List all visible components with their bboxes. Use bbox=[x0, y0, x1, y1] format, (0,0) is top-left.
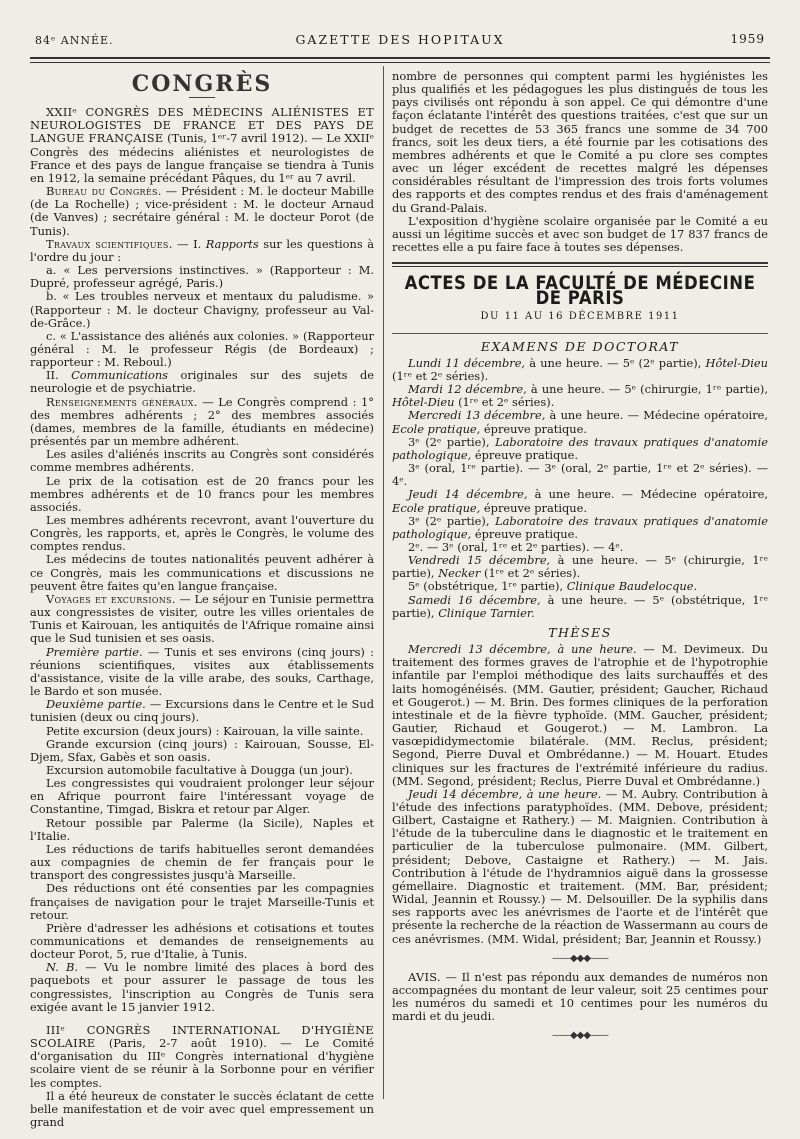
exam-jeudi-anatomie: 3ᵉ (2ᵉ partie), Laboratoire des travaux pratiques d'anatomie pathologique, épreuve pratique. bbox=[392, 513, 768, 541]
paragraph-deuxieme-partie: Deuxième partie. — Excursions dans le Centre et le Sud tunisien (deux ou cinq jours). bbox=[30, 697, 374, 725]
paragraph-cotisation: Le prix de la cotisation est de 20 francs pour les membres adhérents et de 10 francs pour les membres associés. bbox=[30, 473, 374, 514]
paragraph-reductions-fer: Les réductions de tarifs habituelles seront demandées aux compagnies de chemin de fer français pour le transport des congressistes jusqu'à Marseille. bbox=[30, 841, 374, 883]
paragraph-excursion-automobile: Excursion automobile facultative à Dougga (un jour). bbox=[46, 762, 353, 777]
paragraph-reductions-navigation: Des réductions ont été consenties par les compagnies françaises de navigation pour le trajet Marseille-Tunis et retour. bbox=[30, 881, 374, 922]
paragraph-asiles: Les asiles d'aliénés inscrits au Congrès sont considérés comme membres adhérents. bbox=[30, 447, 374, 475]
paragraph-rapport-c: c. « L'assistance des aliénés aux colonies. » (Rapporteur général : M. le professeur Régis (de Bordeaux) ; rapporteur : M. Reboul.) bbox=[30, 328, 374, 370]
paragraph-membres: Les membres adhérents recevront, avant l'ouverture du Congrès, les rapports, et, après le Congrès, le volume des comptes rendus. bbox=[30, 513, 374, 554]
paragraph-bureau: Bureau du Congrès. — Président : M. le docteur Mabille (de La Rochelle) ; vice-président : M. le docteur Arnaud (de Vanves) ; secrétaire général : M. le docteur Porot (de Tunis). bbox=[30, 184, 374, 238]
paragraph-succes: Il a été heureux de constater le succès éclatant de cette belle manifestation et de voir avec quel empressement un grand bbox=[30, 1088, 374, 1130]
exam-mercredi: Mercredi 13 décembre, à une heure. — Médecine opératoire, Ecole pratique, épreuve pratique. bbox=[392, 408, 769, 436]
heading-hygiene-scolaire: IIIᵉ CONGRÈS INTERNATIONAL D'HYGIÈNE SCOLAIRE bbox=[30, 1022, 374, 1051]
exam-vendredi-obstetrique: 5ᵉ (obstétrique, 1ʳᵉ partie), Clinique Baudelocque. bbox=[408, 579, 698, 594]
section-dates: DU 11 AU 16 DÉCEMBRE 1911 bbox=[480, 310, 680, 322]
paragraph-avis: AVIS. — Il n'est pas répondu aux demandes de numéros non accompagnées du montant de leur valeur, soit 25 centimes pour les numéros du samedi et 10 centimes pour les numéros du mardi et du jeudi. bbox=[392, 969, 768, 1024]
paragraph-congres-alienistes: XXIIᵉ CONGRÈS DES MÉDECINS ALIÉNISTES ET NEUROLOGISTES DE FRANCE ET DES PAYS DE LANGUE FRANÇAISE (Tunis, 1ᵉʳ-7 avril 1912). — Le XXIIᵉ Congrès des médecins aliénistes et neurologistes de France et des pays de langue française se tiendra à Tunis en 1912, la semaine précédant Pâques, du 1ᵉʳ au 7 avril. bbox=[30, 105, 374, 185]
paragraph-nota-bene: N. B. — Vu le nombre limité des places à bord des paquebots et pour assurer le passage de tous les congressistes, l'inscription au Congrès de Tunis sera exigée avant le 15 janvier 1912. bbox=[30, 960, 374, 1014]
paragraph-premiere-partie: Première partie. — Tunis et ses environs (cinq jours) : réunions scientifiques, visites aux établissements d'assistance, visite de la ville arabe, des souks, Carthage, le Bardo et son musée. bbox=[30, 644, 374, 699]
ornament-divider: ——◆◆◆—— bbox=[551, 952, 609, 964]
exam-lundi: Lundi 11 décembre, à une heure. — 5ᵉ (2ᵉ partie), Hôtel-Dieu (1ʳᵉ et 2ᵉ séries). bbox=[392, 355, 768, 383]
section-title-congres: CONGRÈS bbox=[131, 71, 273, 97]
theses-mercredi: Mercredi 13 décembre, à une heure. — M. Devimeux. Du traitement des formes graves de l'atrophie et de l'hypotrophie infantile par l'emploi méthodique des laits surchauffés et des laits homogénéisés. (MM. Gautier, président; Gaucher, Richaud et Gougerot.) — M. Brin. Des formes cliniques de la perforation intestinale et de la fièvre typhoïde. (MM. Gaucher, président; Gautier, Richaud et Gougerot.) — M. Lambron. La vasœpididymectomie bilatérale. (MM. Reclus, président; Segond, Pierre Duval et Ombrédanne.) — M. Houart. Etudes cliniques sur les fractures de l'extrémité inférieure du radius. (MM. Segond, président; Reclus, Pierre Duval et Ombrédanne.) bbox=[392, 642, 768, 788]
paragraph-rapport-b: b. « Les troubles nerveux et mentaux du paludisme. » (Rapporteur : M. le docteur Chavigny, professeur au Val-de-Grâce.) bbox=[30, 289, 374, 330]
paragraph-hygiene-scolaire: IIIᵉ CONGRÈS INTERNATIONAL D'HYGIÈNE SCOLAIRE (Paris, 2-7 août 1910). — Le Comité d'organisation du IIIᵉ Congrès international d'hygiène scolaire vient de se réunir à la Sorbonne pour en vérifier les comptes. bbox=[30, 1022, 374, 1090]
header-rule-thin bbox=[30, 62, 770, 63]
exam-mardi: Mardi 12 décembre, à une heure. — 5ᵉ (chirurgie, 1ʳᵉ partie), Hôtel-Dieu (1ʳᵉ et 2ᵉ séries). bbox=[392, 382, 768, 410]
volume-number: 84ᵉ ANNÉE. bbox=[35, 34, 114, 47]
paragraph-prolonger: Les congressistes qui voudraient prolonger leur séjour en Afrique pourront faire l'intéressant voyage de Constantine, Timgad, Biskra et retour par Alger. bbox=[30, 776, 374, 817]
paragraph-adhesions: Prière d'adresser les adhésions et cotisations et toutes communications et demandes de renseignements au docteur Porot, 5, rue d'Italie, à Tunis. bbox=[30, 920, 374, 962]
title-underline bbox=[189, 97, 215, 98]
exam-mercredi-oral: 3ᵉ (oral, 1ʳᵉ partie). — 3ᵉ (oral, 2ᵉ partie, 1ʳᵉ et 2ᵉ séries). — 4ᵉ. bbox=[392, 461, 768, 489]
exam-mercredi-anatomie: 3ᵉ (2ᵉ partie), Laboratoire des travaux pratiques d'anatomie pathologique, épreuve pratique. bbox=[392, 434, 768, 462]
section-title-faculte: ACTES DE LA FACULTÉ DE MÉDECINE DE PARIS bbox=[404, 271, 756, 309]
subsection-title-theses: THÈSES bbox=[548, 624, 612, 640]
paragraph-communications: II. Communications originales sur des sujets de neurologie et de psychiatrie. bbox=[30, 368, 374, 396]
section-separator bbox=[392, 333, 768, 334]
subsection-title-examens: EXAMENS DE DOCTORAT bbox=[480, 338, 680, 354]
exam-jeudi: Jeudi 14 décembre, à une heure. — Médecine opératoire, Ecole pratique, épreuve pratique. bbox=[392, 487, 768, 515]
paragraph-hygienistes: nombre de personnes qui comptent parmi les hygiénistes les plus qualifiés et les pédagogues les plus distingués de tous les pays civilisés ont répondu à son appel. Ce qui démontre d'une façon éclatante l'intérêt des questions traitées, c'est que sur un budget de recettes de 53 365 francs une somme de 34 700 francs, soit les deux tiers, a été fournie par les cotisations des membres adhérents et que le Comité a pu clore ses comptes avec un léger excédent de recettes malgré les dépenses considérables résultant de l'impression des trois forts volumes des rapports et des comptes rendus et des frais d'aménagement du Grand-Palais. bbox=[392, 69, 768, 215]
left-column bbox=[30, 70, 374, 1129]
ornament-divider-bottom: ——◆◆◆—— bbox=[551, 1030, 609, 1042]
right-column bbox=[392, 70, 768, 1049]
paragraph-renseignements: Renseignements généraux. — Le Congrès comprend : 1° des membres adhérents ; 2° des membres associés (dames, membres de la famille, étudiants en médecine) présentés par un membre adhérent. bbox=[30, 394, 374, 449]
paragraph-rapport-a: a. « Les perversions instinctives. » (Rapporteur : M. Dupré, professeur agrégé, Paris.) bbox=[30, 263, 374, 291]
paragraph-travaux: Travaux scientifiques. — I. Rapports sur les questions à l'ordre du jour : bbox=[30, 236, 374, 264]
paragraph-grande-excursion: Grande excursion (cinq jours) : Kairouan, Sousse, El-Djem, Sfax, Gabès et son oasis. bbox=[30, 736, 374, 764]
paragraph-petite-excursion: Petite excursion (deux jours) : Kairouan, la ville sainte. bbox=[46, 723, 364, 738]
exam-samedi: Samedi 16 décembre, à une heure. — 5ᵉ (obstétrique, 1ʳᵉ partie), Clinique Tarnier. bbox=[392, 592, 768, 620]
journal-title: GAZETTE DES HOPITAUX bbox=[295, 32, 505, 47]
heading-congres-alienistes: XXIIᵉ CONGRÈS DES MÉDECINS ALIÉNISTES ET NEUROLOGISTES DE FRANCE ET DES PAYS DE LANGUE FRANÇAISE bbox=[30, 105, 374, 146]
page-number: 1959 bbox=[730, 32, 765, 46]
paragraph-retour: Retour possible par Palerme (la Sicile), Naples et l'Italie. bbox=[30, 815, 374, 843]
running-header bbox=[35, 30, 765, 50]
header-rule-thick bbox=[30, 57, 770, 59]
avis-label: AVIS. bbox=[408, 969, 441, 984]
column-divider bbox=[383, 66, 384, 1099]
section-rule bbox=[392, 262, 768, 267]
paragraph-voyages: Voyages et excursions. — Le séjour en Tunisie permettra aux congressistes de visiter, outre les villes orientales de Tunis et Kairouan, les antiquités de l'Afrique romaine ainsi que le Sud tunisien et ses oasis. bbox=[30, 591, 374, 646]
paragraph-exposition: L'exposition d'hygiène scolaire organisée par le Comité a eu aussi un légitime succès et avec son budget de 17 837 francs de recettes elle a pu faire face à toutes ses dépenses. bbox=[392, 213, 768, 255]
paragraph-nationalites: Les médecins de toutes nationalités peuvent adhérer à ce Congrès, mais les communications et discussions ne peuvent être faites qu'en langue française. bbox=[30, 552, 374, 593]
exam-jeudi-oral: 2ᵉ. — 3ᵉ (oral, 1ʳᵉ et 2ᵉ parties). — 4ᵉ. bbox=[408, 540, 624, 554]
theses-jeudi: Jeudi 14 décembre, à une heure. — M. Aubry. Contribution à l'étude des infections paratyphoïdes. (MM. Debove, président; Gilbert, Castaigne et Rathery.) — M. Maignien. Contribution à l'étude de la tuberculine dans le diagnostic et le traitement en particulier de la tuberculose pulmonaire. (MM. Gilbert, président; Debove, Castaigne et Rathery.) — M. Jais. Contribution à l'étude de l'hydramnios aiguë dans la grossesse gémellaire. Diagnostic et traitement. (MM. Bar, président; Widal, Jeannin et Roussy.) — M. Delsouiller. De la syphilis dans ses rapports avec les anévrismes de l'aorte et de l'intérêt que présente la recherche de la réaction de Wassermann au cours de ces anévrismes. (MM. Widal, président; Bar, Jeannin et Roussy.) bbox=[392, 786, 768, 946]
exam-vendredi: Vendredi 15 décembre, à une heure. — 5ᵉ (chirurgie, 1ʳᵉ partie), Necker (1ʳᵉ et 2ᵉ séries). bbox=[392, 553, 768, 581]
